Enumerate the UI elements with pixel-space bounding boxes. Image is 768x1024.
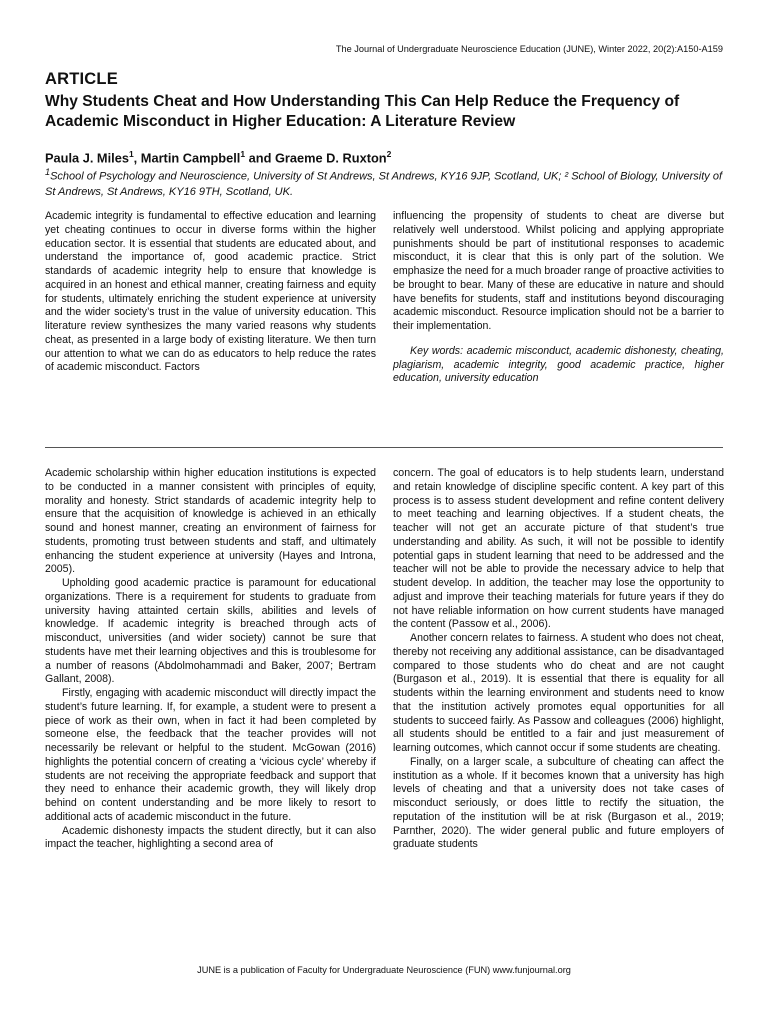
- body-paragraph: Firstly, engaging with academic misconduct will directly impact the student’s future learning. If, for example, a student were to present a piece of work as their own, when in fact it had been completed by someone else, the feedback that the teacher provides will not necessarily be relevant or helpful to the student. McGowan (2016) highlights the potential concern of creating a ‘vicious cycle’ whereby if students are not receiving the appropriate feedback and support that they need to enhance their academic growth, they will likely drop behind on content understanding and be more likely to resort to additional acts of academic misconduct in the future.: [45, 687, 376, 823]
- article-label: ARTICLE: [45, 70, 118, 88]
- author-affiliation-mark: 2: [386, 149, 392, 159]
- page-footer: JUNE is a publication of Faculty for Undergraduate Neuroscience (FUN) www.funjournal.org: [197, 965, 571, 975]
- author-name: Graeme D. Ruxton: [274, 150, 387, 166]
- keywords: Key words: academic misconduct, academic dishonesty, cheating, plagiarism, academic integrity, good academic practice, higher education, university education: [393, 344, 724, 385]
- running-head: The Journal of Undergraduate Neuroscience Education (JUNE), Winter 2022, 20(2):A150-A159: [335, 44, 723, 54]
- affiliation-text: School of Psychology and Neuroscience, University of St Andrews, St Andrews, KY16 9JP, Scotland, UK; ² School of Biology, University of St Andrews, St Andrews, KY16 9TH, Scotland, UK.: [45, 170, 723, 198]
- body-paragraph: Another concern relates to fairness. A student who does not cheat, thereby not receiving any additional assistance, can be disadvantaged compared to those students who do cheat and are not caught (Burgason et al., 2019). It is essential that there is equality for all students within the learning environment and students need to know that the institution actively promotes equal opportunities for all students to succeed fairly. As Passow and colleagues (2006) highlight, all students should be entitled to a fair and just measurement of learning outcomes, which cannot occur if some students are cheating.: [393, 632, 724, 754]
- author-separator: ,: [133, 150, 141, 166]
- body-paragraph: Academic dishonesty impacts the student directly, but it can also impact the teacher, highlighting a second area of: [45, 824, 376, 851]
- abstract-paragraph: influencing the propensity of students to cheat are diverse but relatively well understood. Whilst policing and applying appropriate punishments should be part of institutional responses to academic misconduct, it is clear that this is only part of the solution. We emphasize the need for a much broader range of proactive activities to be brought to bear. Many of these are educative in nature and should have benefits for students, staff and institutions beyond discouraging academic misconduct. Resource implication should not be a barrier to their implementation.: [393, 210, 724, 332]
- body-paragraph: Finally, on a larger scale, a subculture of cheating can affect the institution as a whole. If it becomes known that a university has high levels of cheating and that a university does not take cases of misconduct seriously, or does little to rectify the situation, the reputation of the institution will be at risk (Burgason et al., 2019; Parnther, 2020). The wider general public and future employers of graduate students: [393, 755, 724, 851]
- body-paragraph: Upholding good academic practice is paramount for educational organizations. There is a requirement for students to graduate from university having attainted certain skills, abilities and levels of knowledge. If academic integrity is breached through acts of misconduct, universities (and wider society) cannot be sure that students have met their learning objectives and this is troublesome for a number of reasons (Abdolmohammadi and Baker, 2007; Bertram Gallant, 2008).: [45, 577, 376, 686]
- author-affiliation-mark: 1: [128, 149, 134, 159]
- body-paragraph: Academic scholarship within higher education institutions is expected to be conducted in a manner consistent with principles of equity, morality and honesty. Strict standards of academic integrity help to ensure that the acquisition of knowledge is achieved in an ethically sound and honest manner, creating an environment of fairness for students, promoting trust between students and staff, and ultimately enhancing the student experience at university (Hayes and Introna, 2005).: [45, 467, 376, 576]
- section-divider: [45, 447, 723, 448]
- author-name: Paula J. Miles: [45, 150, 129, 166]
- author-affiliation-mark: 1: [240, 149, 246, 159]
- body-paragraph: concern. The goal of educators is to help students learn, understand and retain knowledge of discipline specific content. A key part of this process is to assess student development and refine content delivery to meet teaching and learning objectives. If a student cheats, the teacher will not get an accurate picture of that student’s true understanding and ability. As such, it will not be possible to identify potential gaps in student learning that need to be addressed and the teacher will not be able to provide the necessary advice to help that student develop. In addition, the teacher may lose the opportunity to adjust and improve their teaching materials for future years if they do not have reliable information on how current students have managed the content (Passow et al., 2006).: [393, 467, 724, 631]
- body-left-column: [45, 467, 376, 852]
- abstract-left-column: [45, 210, 376, 375]
- article-title: Why Students Cheat and How Understanding This Can Help Reduce the Frequency of Academic Misconduct in Higher Education: A Literature Review: [45, 93, 680, 130]
- author-separator: and: [245, 150, 275, 166]
- affiliations: [45, 165, 735, 200]
- author-name: Martin Campbell: [140, 150, 241, 166]
- abstract-right-column: [393, 210, 724, 386]
- affiliation-mark: 1: [45, 167, 51, 177]
- body-right-column: [393, 467, 724, 852]
- abstract-paragraph: Academic integrity is fundamental to effective education and learning yet cheating continues to occur in diverse forms within the higher education sector. It is essential that students are educated about, and understand the importance of, good academic practice. Strict standards of academic integrity help to ensure that knowledge is acquired in an honest and ethical manner, creating fairness and equity for students, ultimately enriching the student experience at university and the wider society’s trust in the value of university education. This literature review synthesizes the many varied reasons why students cheat, as presented in a large body of existing literature. We then turn our attention to what we can do as educators to help reduce the rates of academic misconduct. Factors: [45, 210, 376, 374]
- author-list: [45, 149, 391, 165]
